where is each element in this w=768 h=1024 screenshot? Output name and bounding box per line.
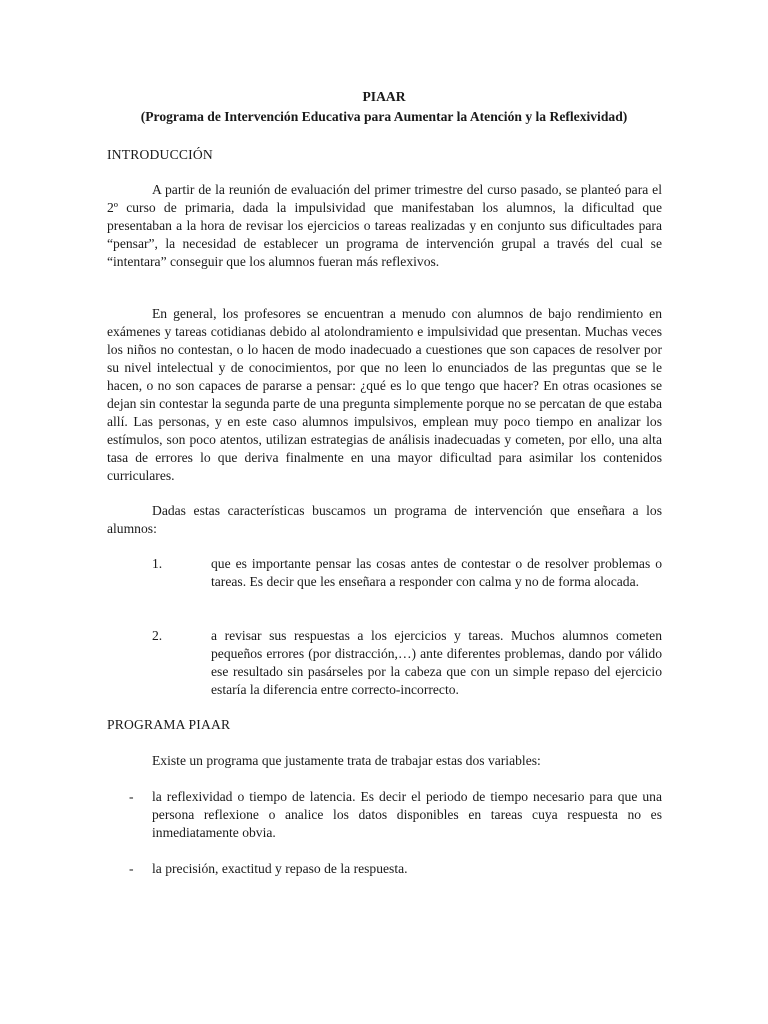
list-item-text: a revisar sus respuestas a los ejercicios y tareas. Muchos alumnos cometen pequeños errores (por distracción,…) ante diferentes problemas, dando por válido ese resultado sin pasárseles por la cabeza que con un simple repaso del ejercicio estaría la diferencia entre correcto-incorrecto. xyxy=(211,628,662,697)
document-title: PIAAR xyxy=(362,89,406,104)
bullet-marker: - xyxy=(129,861,134,876)
bullet-text: la precisión, exactitud y repaso de la respuesta. xyxy=(152,861,408,876)
section-intro: Existe un programa que justamente trata de trabajar estas dos variables: xyxy=(152,753,541,768)
bullet-marker: - xyxy=(129,789,134,804)
document-subtitle: (Programa de Intervención Educativa para Aumentar la Atención y la Reflexividad) xyxy=(140,109,628,124)
paragraph-3: Dadas estas características buscamos un programa de intervención que enseñara a los alumnos: xyxy=(107,503,662,536)
bullet-text: la reflexividad o tiempo de latencia. Es decir el periodo de tiempo necesario para que una persona reflexione o analice los datos disponibles en tareas cuya respuesta no es inmediatamente obvia. xyxy=(152,789,662,840)
list-item-text: que es importante pensar las cosas antes de contestar o de resolver problemas o tareas. Es decir que les enseñara a responder con calma y no de forma alocada. xyxy=(211,556,662,589)
paragraph-1: A partir de la reunión de evaluación del primer trimestre del curso pasado, se planteó para el 2º curso de primaria, dada la impulsividad que manifestaban los alumnos, la dificultad que presentaban a la hora de revisar los ejercicios o tareas realizadas y en conjunto sus dificultades para “pensar”, la necesidad de establecer un programa de intervención grupal a través del cual se “intentara” conseguir que los alumnos fueran más reflexivos. xyxy=(107,182,662,269)
list-item-number: 1. xyxy=(152,556,163,571)
list-item-number: 2. xyxy=(152,628,163,643)
paragraph-2: En general, los profesores se encuentran a menudo con alumnos de bajo rendimiento en exámenes y tareas cotidianas debido al atolondramiento e impulsividad que presentan. Muchas veces los niños no contestan, o lo hacen de modo inadecuado a cuestiones que son capaces de resolver por su nivel intelectual y de conocimientos, por que no leen lo enunciados de las preguntas que se le hacen, o no son capaces de pararse a pensar: ¿qué es lo que tengo que hacer? En otras ocasiones se dejan sin contestar la segunda parte de una pregunta simplemente porque no se percatan de que estaba allí. Las personas, y en este caso alumnos impulsivos, emplean muy poco tiempo en analizar los estímulos, son poco atentos, utilizan estrategias de análisis inadecuadas y cometen, por ello, una alta tasa de errores lo que deriva finalmente en una mayor dificultad para asimilar los contenidos curriculares. xyxy=(107,306,662,483)
section-heading-introduccion: INTRODUCCIÓN xyxy=(107,147,213,162)
section-heading-programa: PROGRAMA PIAAR xyxy=(107,717,231,732)
